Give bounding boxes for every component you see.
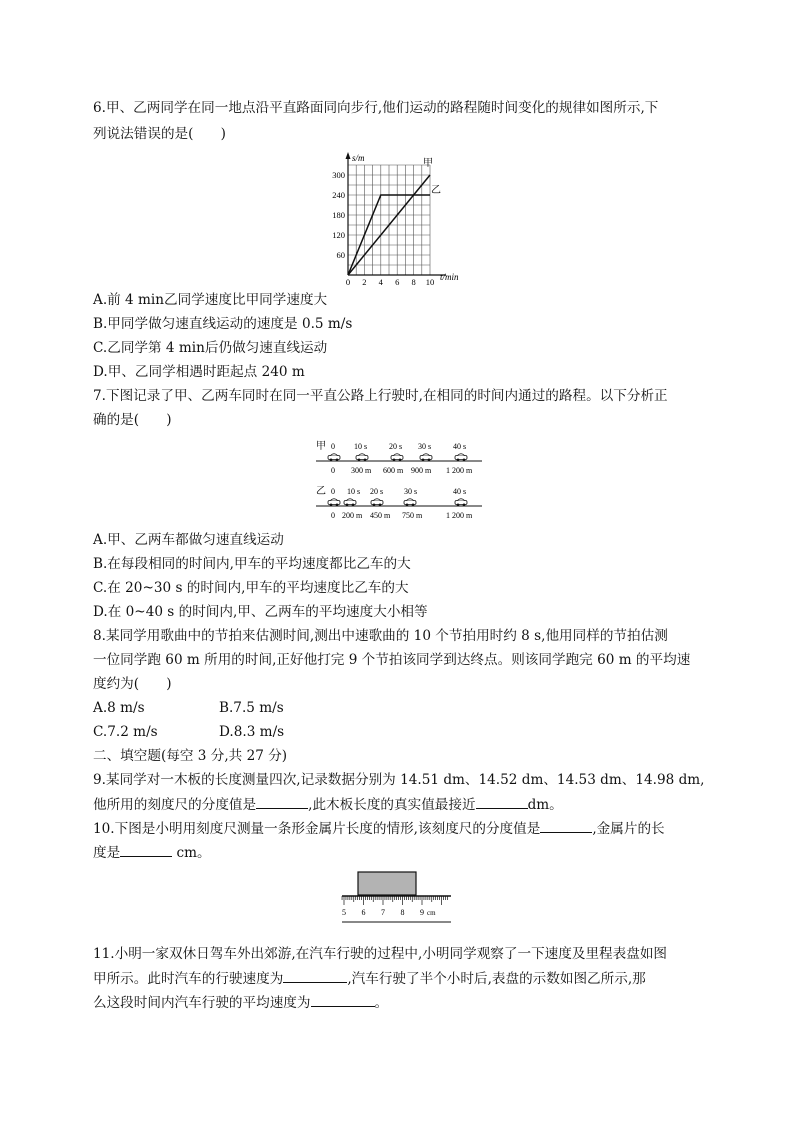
car-body — [420, 456, 432, 460]
jia-dist-300: 300 m — [351, 466, 372, 475]
y-tick-label: 240 — [332, 190, 345, 200]
q6-distance-time-graph — [318, 150, 478, 285]
car-roof — [458, 499, 465, 501]
q10-stem-line2 — [93, 842, 211, 863]
car-wheel — [457, 504, 460, 507]
car-wheel — [336, 459, 339, 462]
car-wheel — [379, 504, 382, 507]
q7-stem-line1: 7.下图记录了甲、乙两车同时在同一平直公路上行驶时,在相同的时间内通过的路程。以下分析正 — [93, 388, 668, 404]
ruler-unit: cm — [427, 909, 436, 917]
q9-blank-true-length[interactable] — [476, 794, 528, 809]
yi-time-0: 0 — [331, 487, 335, 496]
q7-car-motion-diagram — [314, 438, 484, 524]
jia-time-10: 10 s — [354, 442, 368, 451]
q8-stem-line3: 度约为( ) — [93, 676, 172, 692]
q8-stem-line2: 一位同学跑 60 m 所用的时间,正好他打完 9 个节拍该同学到达终点。则该同学跑完 60 m 的平均速 — [93, 652, 691, 668]
x-tick-label: 4 — [378, 277, 383, 285]
car-body — [404, 501, 416, 505]
jia-time-30: 30 s — [418, 442, 432, 451]
x-tick-label: 0 — [345, 277, 351, 285]
car-wheel — [457, 459, 460, 462]
q6-option-b: B.甲同学做匀速直线运动的速度是 0.5 m/s — [93, 316, 353, 332]
x-tick-label: 8 — [411, 277, 416, 285]
q9-blank-division[interactable] — [256, 794, 308, 809]
yi-time-40: 40 s — [453, 487, 467, 496]
y-tick-label: 120 — [332, 230, 345, 240]
q10-text-a: 10.下图是小明用刻度尺测量一条形金属片长度的情形,该刻度尺的分度值是 — [93, 821, 541, 837]
yi-cars — [328, 499, 467, 506]
car-body — [455, 501, 467, 505]
y-axis-label: s/m — [352, 153, 365, 163]
q11-stem-line3 — [93, 992, 388, 1013]
q9-stem-line2 — [93, 794, 563, 815]
yi-time-30: 30 s — [404, 487, 418, 496]
jia-time-0: 0 — [331, 442, 335, 451]
yi-dist-450: 450 m — [370, 511, 391, 520]
car-roof — [331, 499, 338, 501]
q7-option-d: D.在 0~40 s 的时间内,甲、乙两车的平均速度大小相等 — [93, 604, 428, 620]
jia-dist-0: 0 — [331, 466, 335, 475]
car-wheel — [399, 459, 402, 462]
jia-row-label: 甲 — [316, 441, 326, 452]
yi-row-label: 乙 — [316, 486, 326, 497]
car-wheel — [373, 504, 376, 507]
car-wheel — [336, 504, 339, 507]
x-tick-label: 10 — [425, 277, 435, 285]
y-tick-label: 180 — [332, 210, 345, 220]
yi-dist-750: 750 m — [402, 511, 423, 520]
car-wheel — [428, 459, 431, 462]
ruler-ticks — [342, 896, 447, 905]
car-roof — [407, 499, 414, 501]
section-2-heading: 二、填空题(每空 3 分,共 27 分) — [93, 748, 288, 764]
q8-option-b: B.7.5 m/s — [219, 700, 284, 716]
q8-option-c: C.7.2 m/s — [93, 724, 158, 740]
q8-stem-line1: 8.某同学用歌曲中的节拍来估测时间,测出中速歌曲的 10 个节拍用时约 8 s,他用同样的节拍估测 — [93, 628, 668, 644]
q11-blank-average-speed[interactable] — [311, 992, 375, 1007]
ruler-label-8: 8 — [400, 908, 405, 917]
metal-strip — [358, 872, 416, 895]
q6-stem-line2: 列说法错误的是( ) — [93, 126, 226, 142]
car-roof — [374, 499, 381, 501]
q10-text-b: ,金属片的长 — [592, 821, 665, 837]
jia-time-20: 20 s — [389, 442, 403, 451]
car-wheel — [393, 459, 396, 462]
q11-blank-speed[interactable] — [283, 968, 347, 983]
jia-cars — [328, 454, 467, 461]
q10-blank-length[interactable] — [120, 842, 172, 857]
q6-option-c: C.乙同学第 4 min后仍做匀速直线运动 — [93, 340, 328, 356]
q11-text-d: 。 — [374, 995, 389, 1011]
car-wheel — [358, 459, 361, 462]
x-axis-label: t/min — [440, 272, 459, 282]
q10-stem-line1 — [93, 818, 665, 839]
car-body — [344, 501, 356, 505]
q11-text-a: 甲所示。此时汽车的行驶速度为 — [93, 971, 284, 987]
jia-dist-900: 900 m — [411, 466, 432, 475]
ruler-label-9: 9 — [420, 908, 424, 917]
car-wheel — [406, 504, 409, 507]
ruler-label-5: 5 — [342, 908, 346, 917]
car-roof — [359, 454, 366, 456]
jia-dist-1200: 1 200 m — [446, 466, 473, 475]
yi-dist-0: 0 — [331, 511, 335, 520]
graph-grid — [348, 165, 430, 275]
y-tick-label: 60 — [336, 250, 345, 260]
jia-time-40: 40 s — [453, 442, 467, 451]
car-wheel — [364, 459, 367, 462]
q11-stem-line2 — [93, 968, 646, 989]
q9-text-c: dm。 — [527, 797, 563, 813]
series-yi-label: 乙 — [431, 185, 441, 196]
yi-dist-1200: 1 200 m — [446, 511, 473, 520]
ruler-label-7: 7 — [381, 908, 385, 917]
y-tick-label: 300 — [332, 170, 345, 180]
car-body — [455, 456, 467, 460]
car-roof — [331, 454, 338, 456]
yi-time-20: 20 s — [370, 487, 384, 496]
q9-text-b: ,此木板长度的真实值最接近 — [308, 797, 476, 813]
jia-dist-600: 600 m — [383, 466, 404, 475]
car-roof — [423, 454, 430, 456]
q10-blank-division[interactable] — [540, 818, 592, 833]
q8-option-a: A.8 m/s — [93, 700, 145, 716]
q7-option-c: C.在 20~30 s 的时间内,甲车的平均速度比乙车的大 — [93, 580, 409, 596]
car-body — [371, 501, 383, 505]
series-jia-label: 甲 — [423, 158, 433, 169]
x-tick-label: 2 — [362, 277, 367, 285]
q10-ruler-figure — [338, 870, 458, 926]
q6-stem-line1: 6.甲、乙两同学在同一地点沿平直路面同向步行,他们运动的路程随时间变化的规律如图所示,下 — [93, 100, 659, 116]
q11-text-b: ,汽车行驶了半个小时后,表盘的示数如图乙所示,那 — [347, 971, 646, 987]
car-wheel — [463, 504, 466, 507]
car-wheel — [330, 459, 333, 462]
car-body — [328, 501, 340, 505]
q9-text-a: 他所用的刻度尺的分度值是 — [93, 797, 257, 813]
car-wheel — [463, 459, 466, 462]
car-wheel — [412, 504, 415, 507]
car-wheel — [352, 504, 355, 507]
car-body — [391, 456, 403, 460]
q7-option-a: A.甲、乙两车都做匀速直线运动 — [93, 532, 284, 548]
yi-time-10: 10 s — [347, 487, 361, 496]
q9-stem-line1: 9.某同学对一木板的长度测量四次,记录数据分别为 14.51 dm、14.52 dm、14.53 dm、14.98 dm, — [93, 772, 705, 788]
ruler-label-6: 6 — [361, 908, 366, 917]
q8-option-d: D.8.3 m/s — [219, 724, 285, 740]
x-tick-label: 6 — [395, 277, 400, 285]
car-wheel — [422, 459, 425, 462]
q11-text-c: 么这段时间内汽车行驶的平均速度为 — [93, 995, 311, 1011]
car-roof — [394, 454, 401, 456]
yi-dist-200: 200 m — [342, 511, 363, 520]
q6-option-a: A.前 4 min乙同学速度比甲同学速度大 — [93, 292, 328, 308]
car-body — [356, 456, 368, 460]
q7-option-b: B.在每段相同的时间内,甲车的平均速度都比乙车的大 — [93, 556, 411, 572]
car-roof — [347, 499, 354, 501]
q6-option-d: D.甲、乙同学相遇时距起点 240 m — [93, 364, 305, 380]
car-roof — [458, 454, 465, 456]
x-tick-labels — [346, 277, 434, 285]
q7-stem-line2: 确的是( ) — [93, 412, 172, 428]
q10-text-d: cm。 — [172, 845, 211, 861]
car-body — [328, 456, 340, 460]
car-wheel — [346, 504, 349, 507]
car-wheel — [330, 504, 333, 507]
y-axis-arrow — [346, 152, 351, 159]
q11-stem-line1: 11.小明一家双休日驾车外出郊游,在汽车行驶的过程中,小明同学观察了一下速度及里程表盘如图 — [93, 946, 668, 962]
y-tick-labels — [332, 170, 345, 260]
q10-text-c: 度是 — [93, 845, 121, 861]
